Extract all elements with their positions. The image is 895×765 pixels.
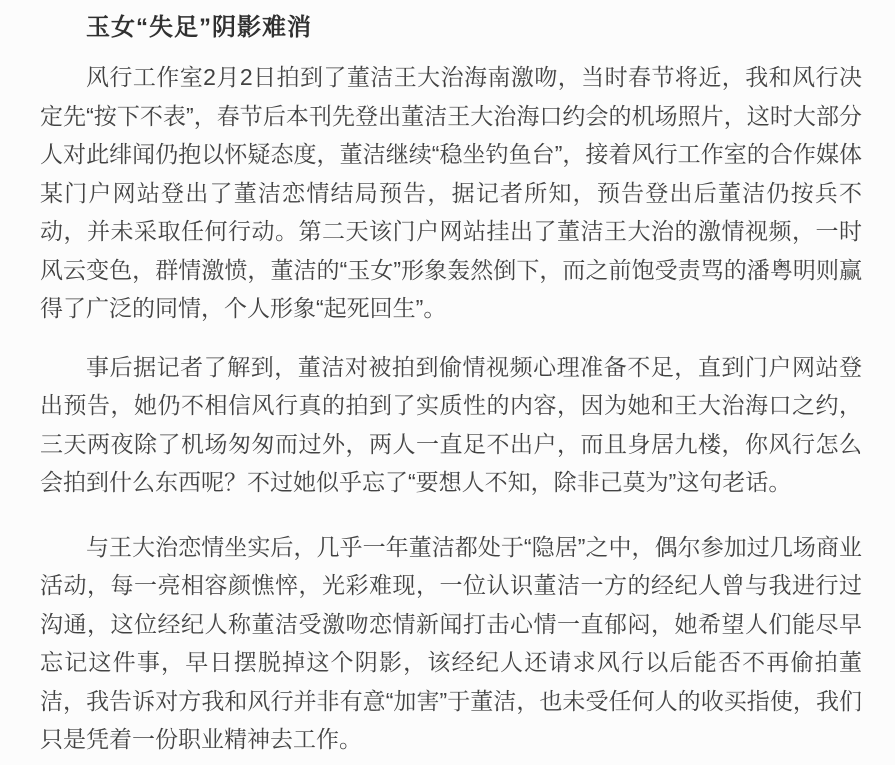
article-title: 玉女“失足”阴影难消: [86, 14, 312, 41]
article-paragraph: 风行工作室2月2日拍到了董洁王大治海南激吻，当时春节将近，我和风行决定先“按下不表”，春节后本刊先登出董洁王大治海口约会的机场照片，这时大部分人对此绯闻仍抱以怀疑态度，董洁继续“稳坐钓鱼台”，接着风行工作室的合作媒体某门户网站登出了董洁恋情结局预告，据记者所知，预告登出后董洁仍按兵不动，并未采取任何行动。第二天该门户网站挂出了董洁王大治的激情视频，一时风云变色，群情激愤，董洁的“玉女”形象轰然倒下，而之前饱受责骂的潘粤明则赢得了广泛的同情，个人形象“起死回生”。: [40, 64, 862, 321]
article-paragraph: 与王大治恋情坐实后，几乎一年董洁都处于“隐居”之中，偶尔参加过几场商业活动，每一亮相容颜憔悴，光彩难现，一位认识董洁一方的经纪人曾与我进行过沟通，这位经纪人称董洁受激吻恋情新闻打击心情一直郁闷，她希望人们能尽早忘记这件事，早日摆脱掉这个阴影，该经纪人还请求风行以后能否不再偷拍董洁，我告诉对方我和风行并非有意“加害”于董洁，也未受任何人的收买指使，我们只是凭着一份职业精神去工作。: [40, 533, 862, 752]
article-paragraph: 事后据记者了解到，董洁对被拍到偷情视频心理准备不足，直到门户网站登出预告，她仍不相信风行真的拍到了实质性的内容，因为她和王大治海口之约，三天两夜除了机场匆匆而过外，两人一直足不出户，而且身居九楼，你风行怎么会拍到什么东西呢？不过她似乎忘了“要想人不知，除非己莫为”这句老话。: [40, 353, 862, 495]
